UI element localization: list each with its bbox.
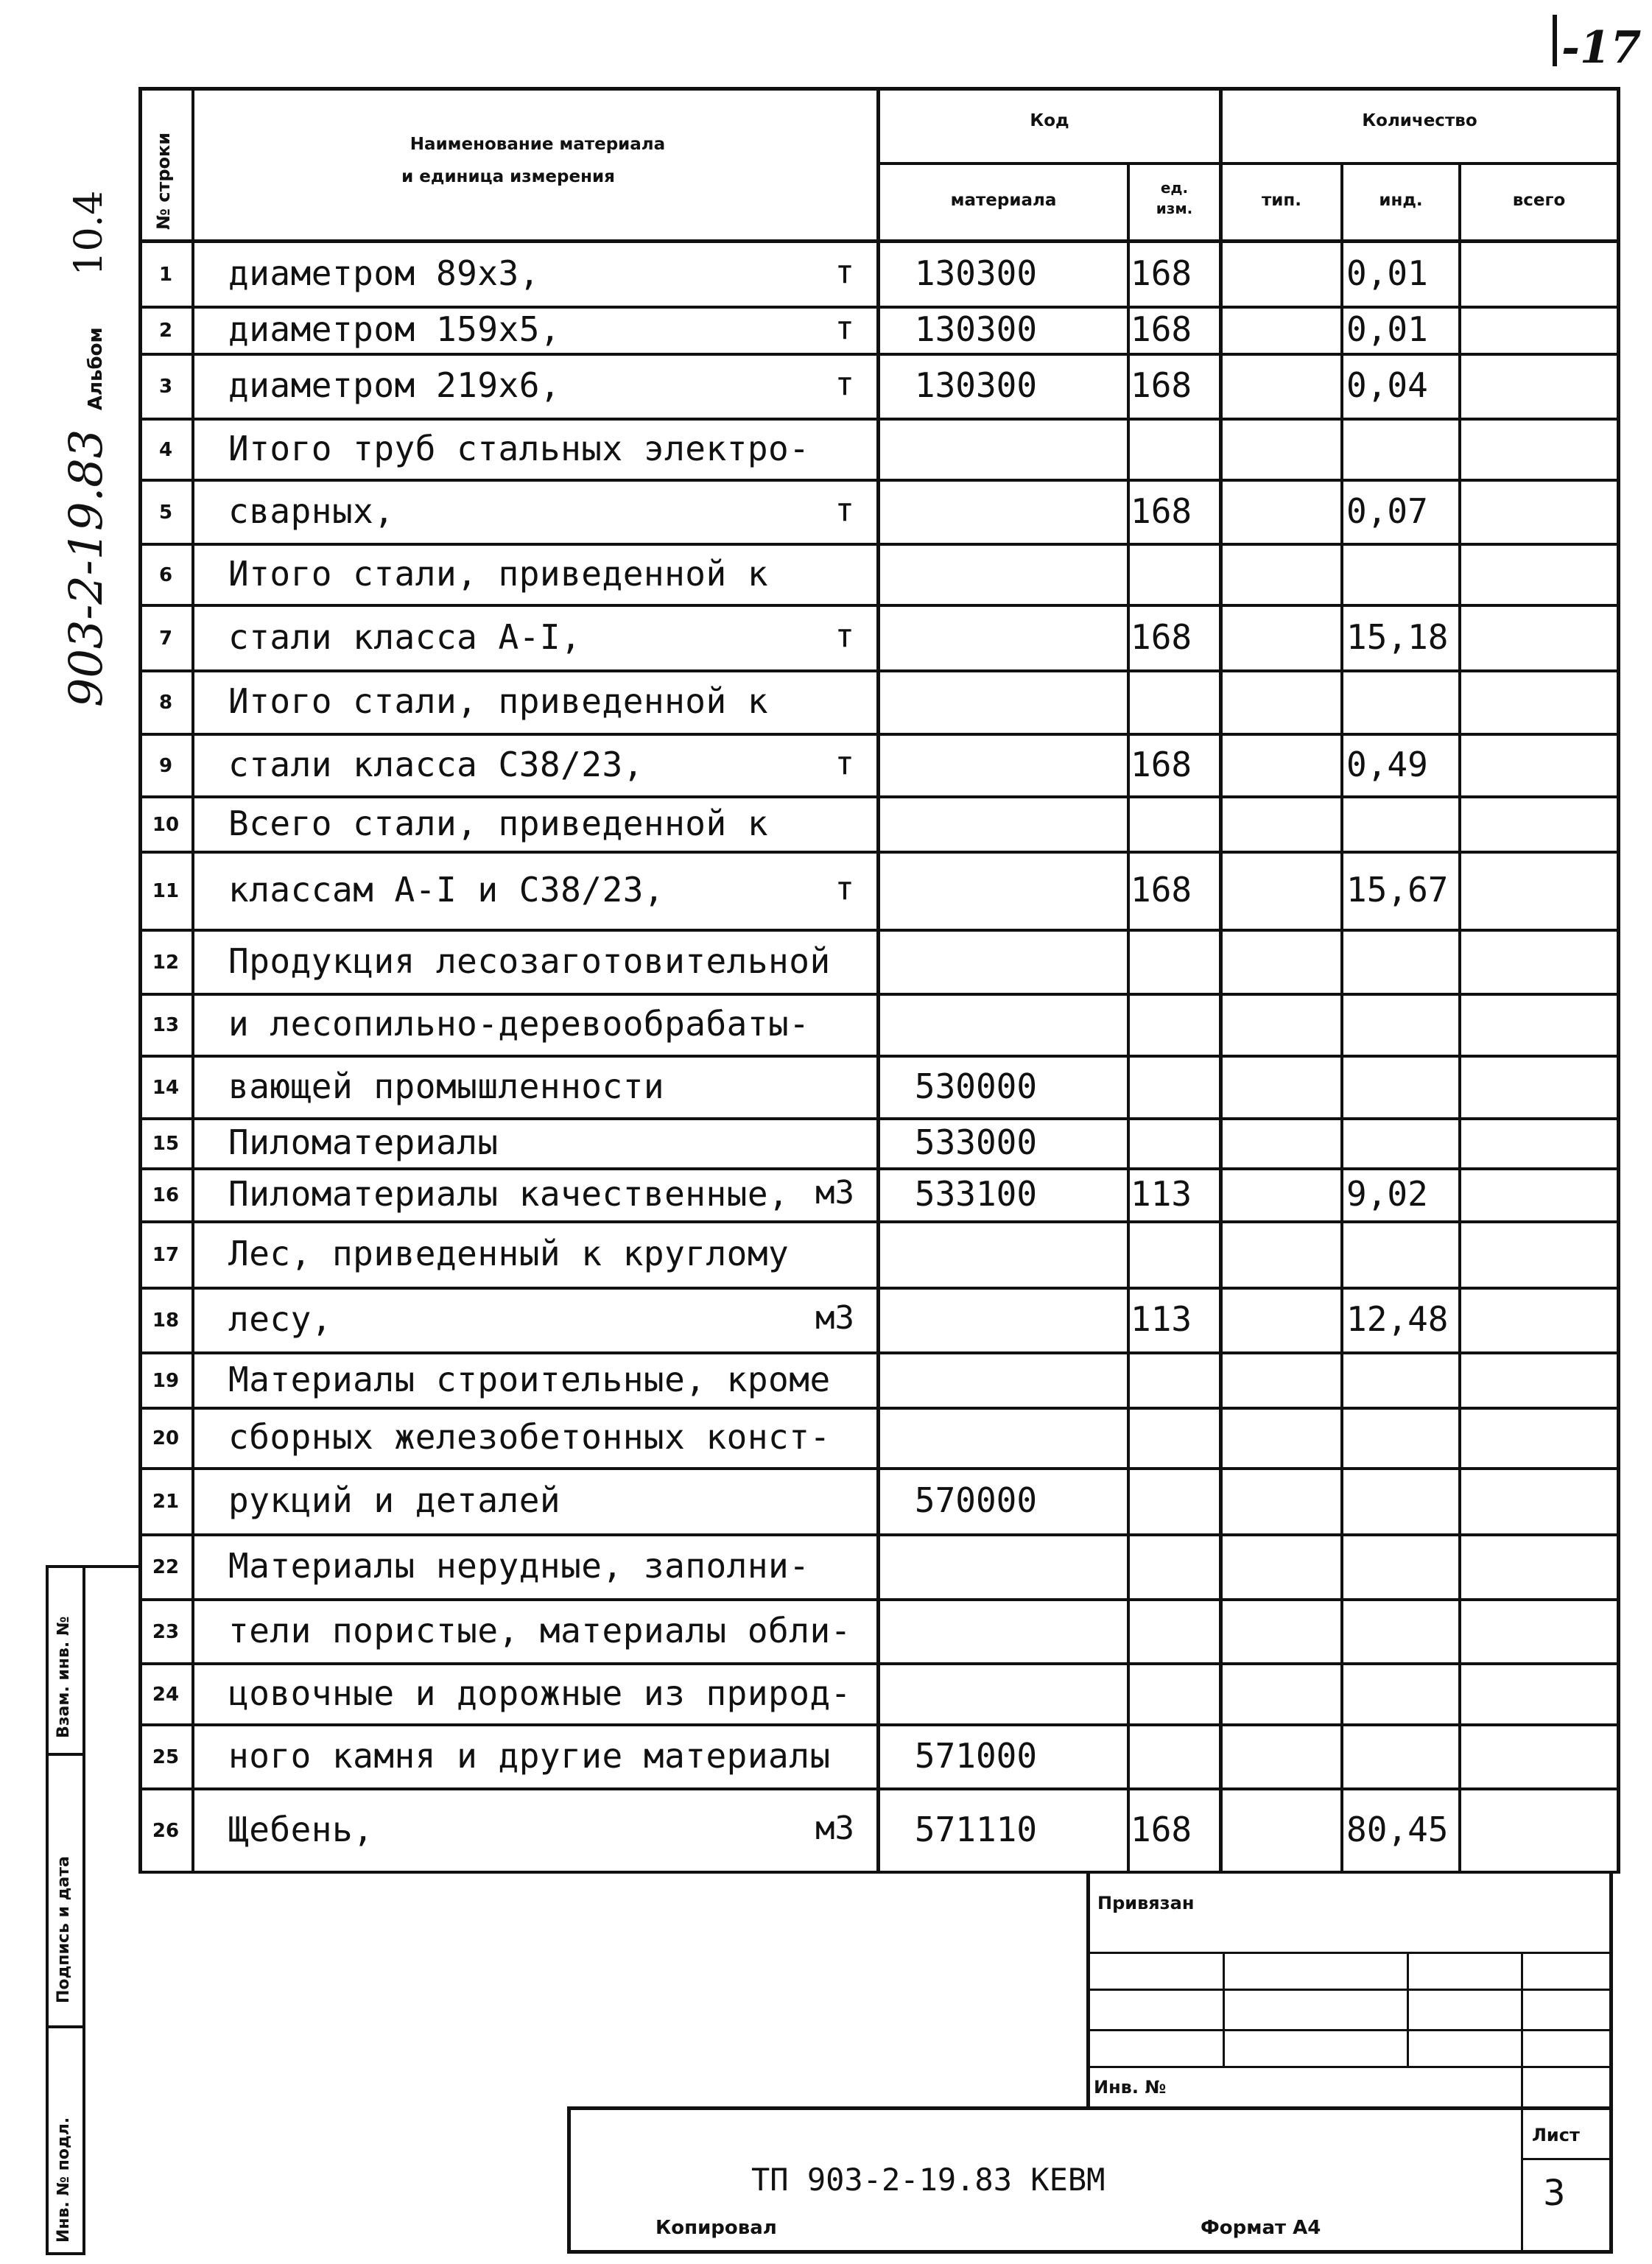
row-quantity-ind: 0,04 xyxy=(1346,365,1428,405)
privyazan-label: Привязан xyxy=(1097,1893,1195,1913)
row-name: Всего стали, приведенной к xyxy=(228,804,769,843)
row-unit-code: 168 xyxy=(1131,253,1192,293)
row-name: Материалы нерудные, заполни- xyxy=(228,1546,810,1586)
row-number: 6 xyxy=(158,564,173,586)
row-unit-code: 113 xyxy=(1131,1174,1192,1214)
list-number: 3 xyxy=(1543,2173,1566,2214)
row-name: ного камня и другие материалы xyxy=(228,1736,831,1776)
row-number: 20 xyxy=(152,1427,180,1449)
table-row xyxy=(0,853,1652,931)
row-number: 4 xyxy=(158,439,173,461)
table-row xyxy=(0,308,1652,355)
row-number: 18 xyxy=(152,1309,180,1332)
row-material-code: 130300 xyxy=(914,365,1038,405)
header-qty: Количество xyxy=(1362,111,1477,130)
row-number: 22 xyxy=(152,1556,180,1578)
row-unit: т xyxy=(834,491,854,529)
row-name: лесу, xyxy=(228,1299,332,1339)
table-row xyxy=(0,995,1652,1057)
table-row xyxy=(0,545,1652,606)
document-code: ТП 903-2-19.83 КЕВМ xyxy=(751,2162,1106,2198)
row-number: 3 xyxy=(158,376,173,398)
row-name: Продукция лесозаготовительной xyxy=(228,941,831,981)
row-number: 21 xyxy=(152,1491,180,1513)
row-name: и лесопильно-деревообрабаты- xyxy=(228,1004,810,1044)
row-material-code: 571000 xyxy=(914,1736,1038,1776)
table-row xyxy=(0,481,1652,545)
row-number: 24 xyxy=(152,1684,180,1706)
row-name: диаметром 89x3, xyxy=(228,253,540,293)
row-name: Пиломатериалы xyxy=(228,1122,499,1162)
row-unit-code: 168 xyxy=(1131,365,1192,405)
row-number: 17 xyxy=(152,1244,180,1266)
album-code: 903-2-19.83 xyxy=(59,429,113,707)
footer-format: Формат А4 xyxy=(1201,2217,1321,2239)
row-unit: т xyxy=(834,745,854,782)
page-marker-rule xyxy=(1553,15,1557,66)
table-row xyxy=(0,243,1652,308)
album-label: Альбом xyxy=(85,327,107,411)
row-number: 7 xyxy=(158,627,173,650)
row-material-code: 130300 xyxy=(914,253,1038,293)
row-quantity-ind: 12,48 xyxy=(1346,1299,1449,1339)
row-name: Итого стали, приведенной к xyxy=(228,554,769,594)
row-name: Материалы строительные, кроме xyxy=(228,1360,831,1399)
row-divider xyxy=(138,1871,1620,1874)
row-number: 19 xyxy=(152,1370,180,1392)
row-number: 14 xyxy=(152,1077,180,1099)
table-row xyxy=(0,798,1652,853)
row-unit: м3 xyxy=(815,1810,854,1847)
row-name: цовочные и дорожные из природ- xyxy=(228,1673,851,1713)
header-name-2: и единица измерения xyxy=(401,167,615,186)
header-code-unit-2: изм. xyxy=(1156,200,1193,217)
row-name: диаметром 219x6, xyxy=(228,365,561,405)
row-quantity-ind: 15,67 xyxy=(1346,870,1449,910)
row-name: Итого стали, приведенной к xyxy=(228,681,769,721)
row-name: классам А-I и С38/23, xyxy=(228,870,665,910)
table-row xyxy=(0,1170,1652,1223)
table-row xyxy=(0,1057,1652,1119)
row-material-code: 571110 xyxy=(914,1810,1038,1849)
table-row xyxy=(0,931,1652,995)
row-name: Щебень, xyxy=(228,1810,374,1849)
row-name: Пиломатериалы качественные, xyxy=(228,1174,790,1214)
row-name: тели пористые, материалы обли- xyxy=(228,1611,851,1650)
row-number: 16 xyxy=(152,1184,180,1206)
table-row xyxy=(0,1664,1652,1726)
row-name: Итого труб стальных электро- xyxy=(228,429,810,468)
row-number: 8 xyxy=(158,692,173,714)
table-row xyxy=(0,355,1652,420)
row-name: стали класса С38/23, xyxy=(228,745,644,784)
table-row xyxy=(0,1289,1652,1354)
header-qty-total: всего xyxy=(1512,191,1566,210)
row-unit-code: 168 xyxy=(1131,745,1192,784)
table-row xyxy=(0,1790,1652,1873)
inv-no-label: Инв. № xyxy=(1094,2077,1167,2098)
row-unit: т xyxy=(834,309,854,347)
row-quantity-ind: 9,02 xyxy=(1346,1174,1428,1214)
row-unit: т xyxy=(834,617,854,655)
row-number: 2 xyxy=(158,320,173,342)
row-number: 13 xyxy=(152,1014,180,1036)
row-unit-code: 168 xyxy=(1131,491,1192,531)
table-row xyxy=(0,672,1652,735)
row-unit-code: 168 xyxy=(1131,309,1192,349)
row-unit-code: 113 xyxy=(1131,1299,1192,1339)
row-name: сварных, xyxy=(228,491,395,531)
table-row xyxy=(0,1536,1652,1600)
table-row xyxy=(0,1726,1652,1790)
row-number: 11 xyxy=(152,880,180,902)
row-unit: т xyxy=(834,253,854,291)
row-unit: м3 xyxy=(815,1174,854,1212)
album-number: 10.4 xyxy=(67,190,111,276)
row-name: вающей промышленности xyxy=(228,1066,665,1106)
row-material-code: 533000 xyxy=(914,1122,1038,1162)
row-number: 9 xyxy=(158,755,173,777)
stamp-podpis: Подпись и дата xyxy=(55,1856,73,2003)
row-quantity-ind: 0,07 xyxy=(1346,491,1428,531)
row-unit-code: 168 xyxy=(1131,617,1192,657)
row-number: 5 xyxy=(158,502,173,524)
table-row xyxy=(0,420,1652,481)
row-unit: т xyxy=(834,365,854,403)
row-quantity-ind: 15,18 xyxy=(1346,617,1449,657)
row-material-code: 533100 xyxy=(914,1174,1038,1214)
header-code-material: материала xyxy=(950,191,1057,210)
row-number: 25 xyxy=(152,1746,180,1768)
table-row xyxy=(0,1119,1652,1170)
table-row xyxy=(0,735,1652,798)
row-material-code: 570000 xyxy=(914,1480,1038,1520)
header-row-no: № строки xyxy=(153,132,174,230)
table-row xyxy=(0,1223,1652,1289)
footer-kopiroval-visible: Копировал xyxy=(655,2217,777,2239)
header-qty-ind: инд. xyxy=(1379,191,1423,210)
row-number: 23 xyxy=(152,1621,180,1643)
table-row xyxy=(0,1469,1652,1536)
header-code: Код xyxy=(1030,111,1069,130)
row-number: 15 xyxy=(152,1133,180,1155)
row-name: сборных железобетонных конст- xyxy=(228,1417,831,1457)
stamp-vzam: Взам. инв. № xyxy=(55,1616,73,1738)
table-row xyxy=(0,1409,1652,1469)
row-material-code: 530000 xyxy=(914,1066,1038,1106)
row-name: Лес, приведенный к круглому xyxy=(228,1234,790,1273)
stamp-inv-podl: Инв. № подл. xyxy=(55,2117,73,2243)
row-name: стали класса А-I, xyxy=(228,617,582,657)
header-qty-typ: тип. xyxy=(1261,191,1302,210)
row-number: 26 xyxy=(152,1820,180,1842)
list-label: Лист xyxy=(1532,2125,1580,2145)
row-unit: т xyxy=(834,870,854,907)
row-quantity-ind: 0,01 xyxy=(1346,253,1428,293)
row-name: диаметром 159x5, xyxy=(228,309,561,349)
table-row xyxy=(0,606,1652,672)
row-unit-code: 168 xyxy=(1131,870,1192,910)
table-row xyxy=(0,1600,1652,1664)
row-name: рукций и деталей xyxy=(228,1480,561,1520)
header-name-1: Наименование материала xyxy=(410,135,666,154)
header-code-unit-1: ед. xyxy=(1160,179,1189,197)
table-row xyxy=(0,1354,1652,1409)
row-number: 10 xyxy=(152,814,180,836)
row-unit-code: 168 xyxy=(1131,1810,1192,1849)
row-quantity-ind: 0,01 xyxy=(1346,309,1428,349)
page-marker: -17 xyxy=(1561,22,1642,74)
row-number: 12 xyxy=(152,952,180,974)
row-quantity-ind: 0,49 xyxy=(1346,745,1428,784)
row-number: 1 xyxy=(158,264,173,286)
row-material-code: 130300 xyxy=(914,309,1038,349)
row-unit: м3 xyxy=(815,1299,854,1337)
row-quantity-ind: 80,45 xyxy=(1346,1810,1449,1849)
